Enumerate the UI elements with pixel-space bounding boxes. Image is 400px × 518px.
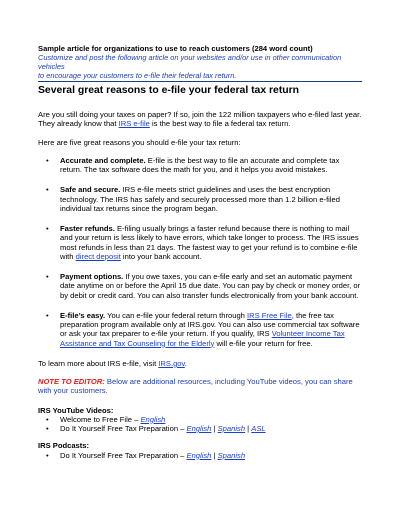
intro-paragraph [38, 110, 362, 129]
video-title: Do It Yourself Free Tax Preparation – [60, 424, 187, 434]
article-title: Several great reasons to e-file your federal tax return [38, 85, 300, 97]
separator: | [245, 424, 252, 434]
podcasts-list [38, 451, 362, 460]
lead-paragraph: Here are five great reasons you should e-file your tax return: [38, 137, 241, 147]
header-subtitle [38, 53, 362, 80]
reason-text: , the free tax preparation program available only at IRS.gov. You can also use commercial tax software or ask your tax preparer to e-file your return. If you qualify, IRS [60, 310, 360, 339]
youtube-list [38, 415, 362, 434]
list-item [60, 415, 362, 424]
podcast-english-link[interactable]: English [186, 450, 212, 460]
diy-asl-link[interactable]: ASL [251, 424, 266, 434]
header-subtitle-line-2: to encourage your customers to e-file their federal tax return. [38, 71, 237, 81]
diy-english-link[interactable]: English [186, 424, 212, 434]
list-item [60, 311, 362, 348]
reason-text: will e-file your return for free. [214, 338, 313, 348]
learn-more-text: To learn more about IRS e-file, visit [38, 358, 159, 368]
reason-text: IRS e-file meets strict guidelines and uses the best encryption technology. The IRS has safely and securely processed more than 1.2 billion e-filed individual tax returns since the program began. [60, 185, 341, 213]
list-item [60, 451, 362, 460]
diy-spanish-link[interactable]: Spanish [217, 424, 246, 434]
video-title: Welcome to Free File – [60, 414, 141, 424]
vita-tce-link[interactable]: Volunteer Income Tax Assistance and Tax Counseling for the Elderly [60, 329, 345, 348]
reason-title: Accurate and complete. [60, 155, 146, 165]
header-divider [38, 81, 362, 82]
list-item [60, 185, 362, 213]
welcome-english-link[interactable]: English [140, 414, 166, 424]
irs-free-file-link[interactable]: IRS Free File [247, 310, 292, 320]
learn-more-period: . [184, 358, 187, 368]
reason-text: E-file is the best way to file an accurate and complete tax return. The tax software does the math for you, and it helps you avoid mistakes. [60, 155, 340, 175]
intro-text-1: Are you still doing your taxes on paper? If so, join the 122 million taxpayers who e-filed last year. They already know that [38, 110, 362, 129]
podcast-title: Do It Yourself Free Tax Preparation – [60, 450, 187, 460]
list-item [60, 272, 362, 300]
irs-gov-link[interactable]: IRS.gov [158, 358, 185, 368]
irs-efile-link[interactable]: IRS e-file [118, 119, 150, 129]
reason-title: Payment options. [60, 272, 124, 282]
separator: | [211, 450, 218, 460]
intro-text-2: is the best way to file a federal tax return. [149, 119, 291, 129]
note-to-editor [38, 377, 362, 396]
list-item [60, 224, 362, 261]
podcast-spanish-link[interactable]: Spanish [217, 450, 246, 460]
reason-text: You can e-file your federal return through [105, 310, 248, 320]
reason-title: E-file’s easy. [60, 310, 106, 320]
list-item [60, 424, 362, 433]
direct-deposit-link[interactable]: direct deposit [75, 251, 121, 261]
podcasts-section-title: IRS Podcasts: [38, 441, 90, 451]
note-label: NOTE TO EDITOR: [38, 377, 105, 387]
list-item [60, 156, 362, 175]
youtube-section-title: IRS YouTube Videos: [38, 405, 114, 415]
reason-text: into your bank account. [120, 251, 202, 261]
reasons-list [38, 156, 362, 348]
note-text: Below are additional resources, including YouTube videos, you can share with your customers. [38, 377, 353, 396]
header-subtitle-line-1: Customize and post the following article on your websites and/or use in other communication vehicles [38, 53, 342, 72]
reason-title: Safe and secure. [60, 185, 121, 195]
reason-text: E-filing usually brings a faster refund because there is nothing to mail and your return is less likely to have errors, which take longer to process. The IRS issues most refunds in less than 21 days. The fastest way to get your refund is to combine e-file with [60, 224, 359, 261]
learn-more-paragraph [38, 359, 362, 368]
reason-text: If you owe taxes, you can e-file early and set an automatic payment date anytime on or before the April 15 due date. You can pay by check or money order, or by debit or credit card. You can also transfer funds electronically from your bank account. [60, 272, 361, 300]
reason-title: Faster refunds. [60, 224, 115, 234]
separator: | [211, 424, 218, 434]
header-title: Sample article for organizations to use to reach customers (284 word count) [38, 44, 313, 53]
